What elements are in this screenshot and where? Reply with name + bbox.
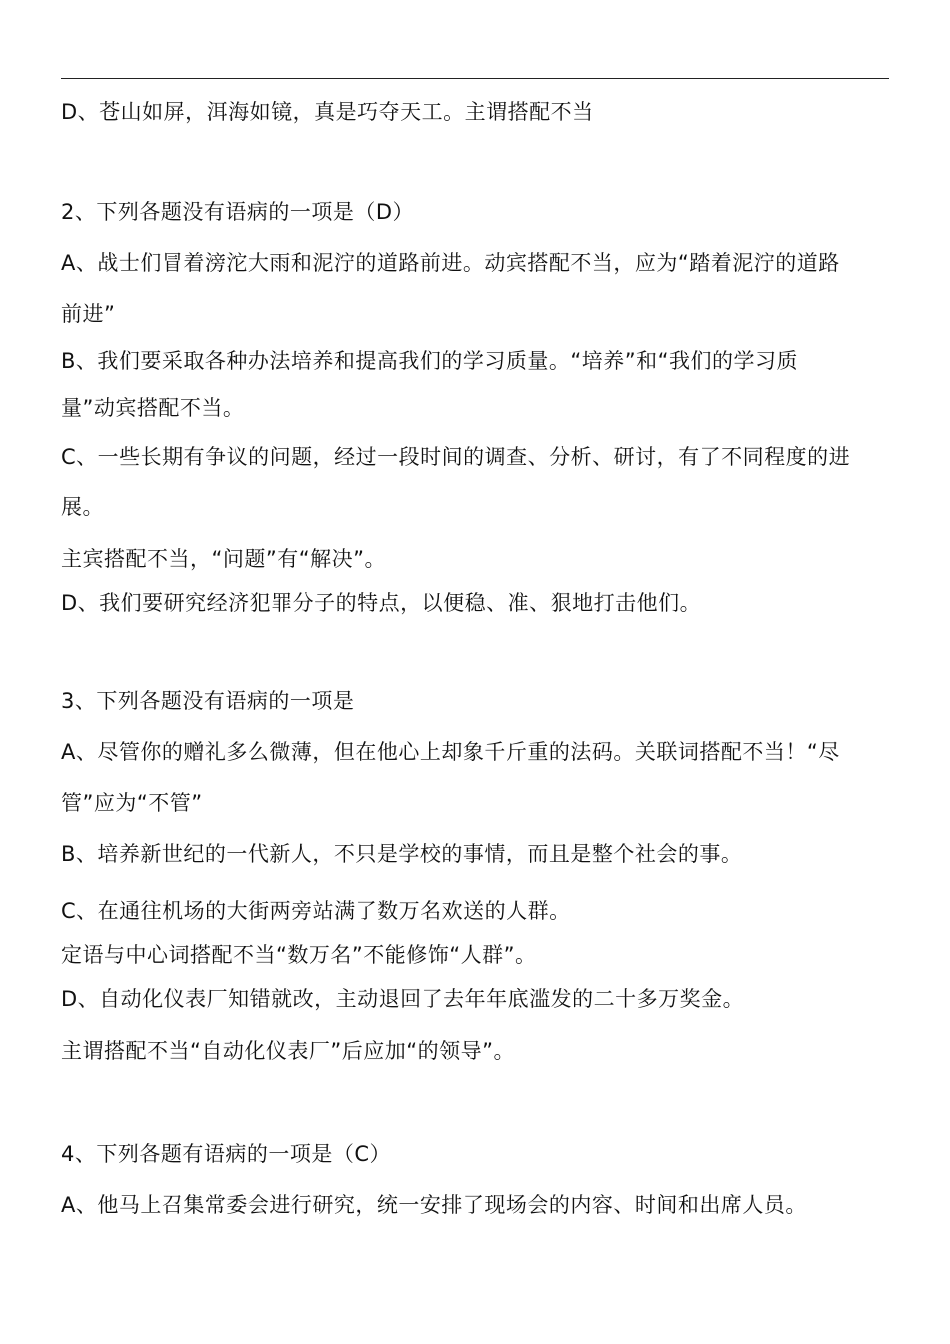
- q3-option-d-note: 主谓搭配不当“自动化仪表厂”后应加“的领导”。: [61, 1039, 516, 1063]
- q3-option-b: B、培养新世纪的一代新人，不只是学校的事情，而且是整个社会的事。: [61, 842, 743, 866]
- q2-option-c-cont: 展。: [61, 495, 104, 519]
- q4-stem: 4、下列各题有语病的一项是（C）: [61, 1142, 392, 1166]
- q3-option-a-cont: 管”应为“不管”: [61, 791, 203, 815]
- q2-option-b-cont: 量”动宾搭配不当。: [61, 396, 245, 420]
- q2-option-d: D、我们要研究经济犯罪分子的特点，以便稳、准、狠地打击他们。: [61, 591, 702, 615]
- q2-option-b: B、我们要采取各种办法培养和提高我们的学习质量。“培养”和“我们的学习质: [61, 349, 799, 373]
- q2-option-c: C、一些长期有争议的问题，经过一段时间的调查、分析、研讨，有了不同程度的进: [61, 445, 851, 469]
- q3-option-c-note: 定语与中心词搭配不当“数万名”不能修饰“人群”。: [61, 943, 537, 967]
- q3-option-c: C、在通往机场的大街两旁站满了数万名欢送的人群。: [61, 899, 571, 923]
- q3-option-a: A、尽管你的赠礼多么微薄，但在他心上却象千斤重的法码。关联词搭配不当！“尽: [61, 740, 840, 764]
- q2-option-a: A、战士们冒着滂沱大雨和泥泞的道路前进。动宾搭配不当，应为“踏着泥泞的道路: [61, 251, 840, 275]
- q2-option-a-cont: 前进”: [61, 302, 116, 326]
- header-rule: [61, 78, 889, 79]
- q3-option-d: D、自动化仪表厂知错就改，主动退回了去年年底滥发的二十多万奖金。: [61, 987, 745, 1011]
- q1-option-d: D、苍山如屏，洱海如镜，真是巧夺天工。主谓搭配不当: [61, 100, 594, 124]
- q2-option-c-note: 主宾搭配不当，“问题”有“解决”。: [61, 547, 387, 571]
- q4-option-a: A、他马上召集常委会进行研究，统一安排了现场会的内容、时间和出席人员。: [61, 1193, 807, 1217]
- q3-stem: 3、下列各题没有语病的一项是: [61, 689, 355, 713]
- q2-stem: 2、下列各题没有语病的一项是（D）: [61, 200, 415, 224]
